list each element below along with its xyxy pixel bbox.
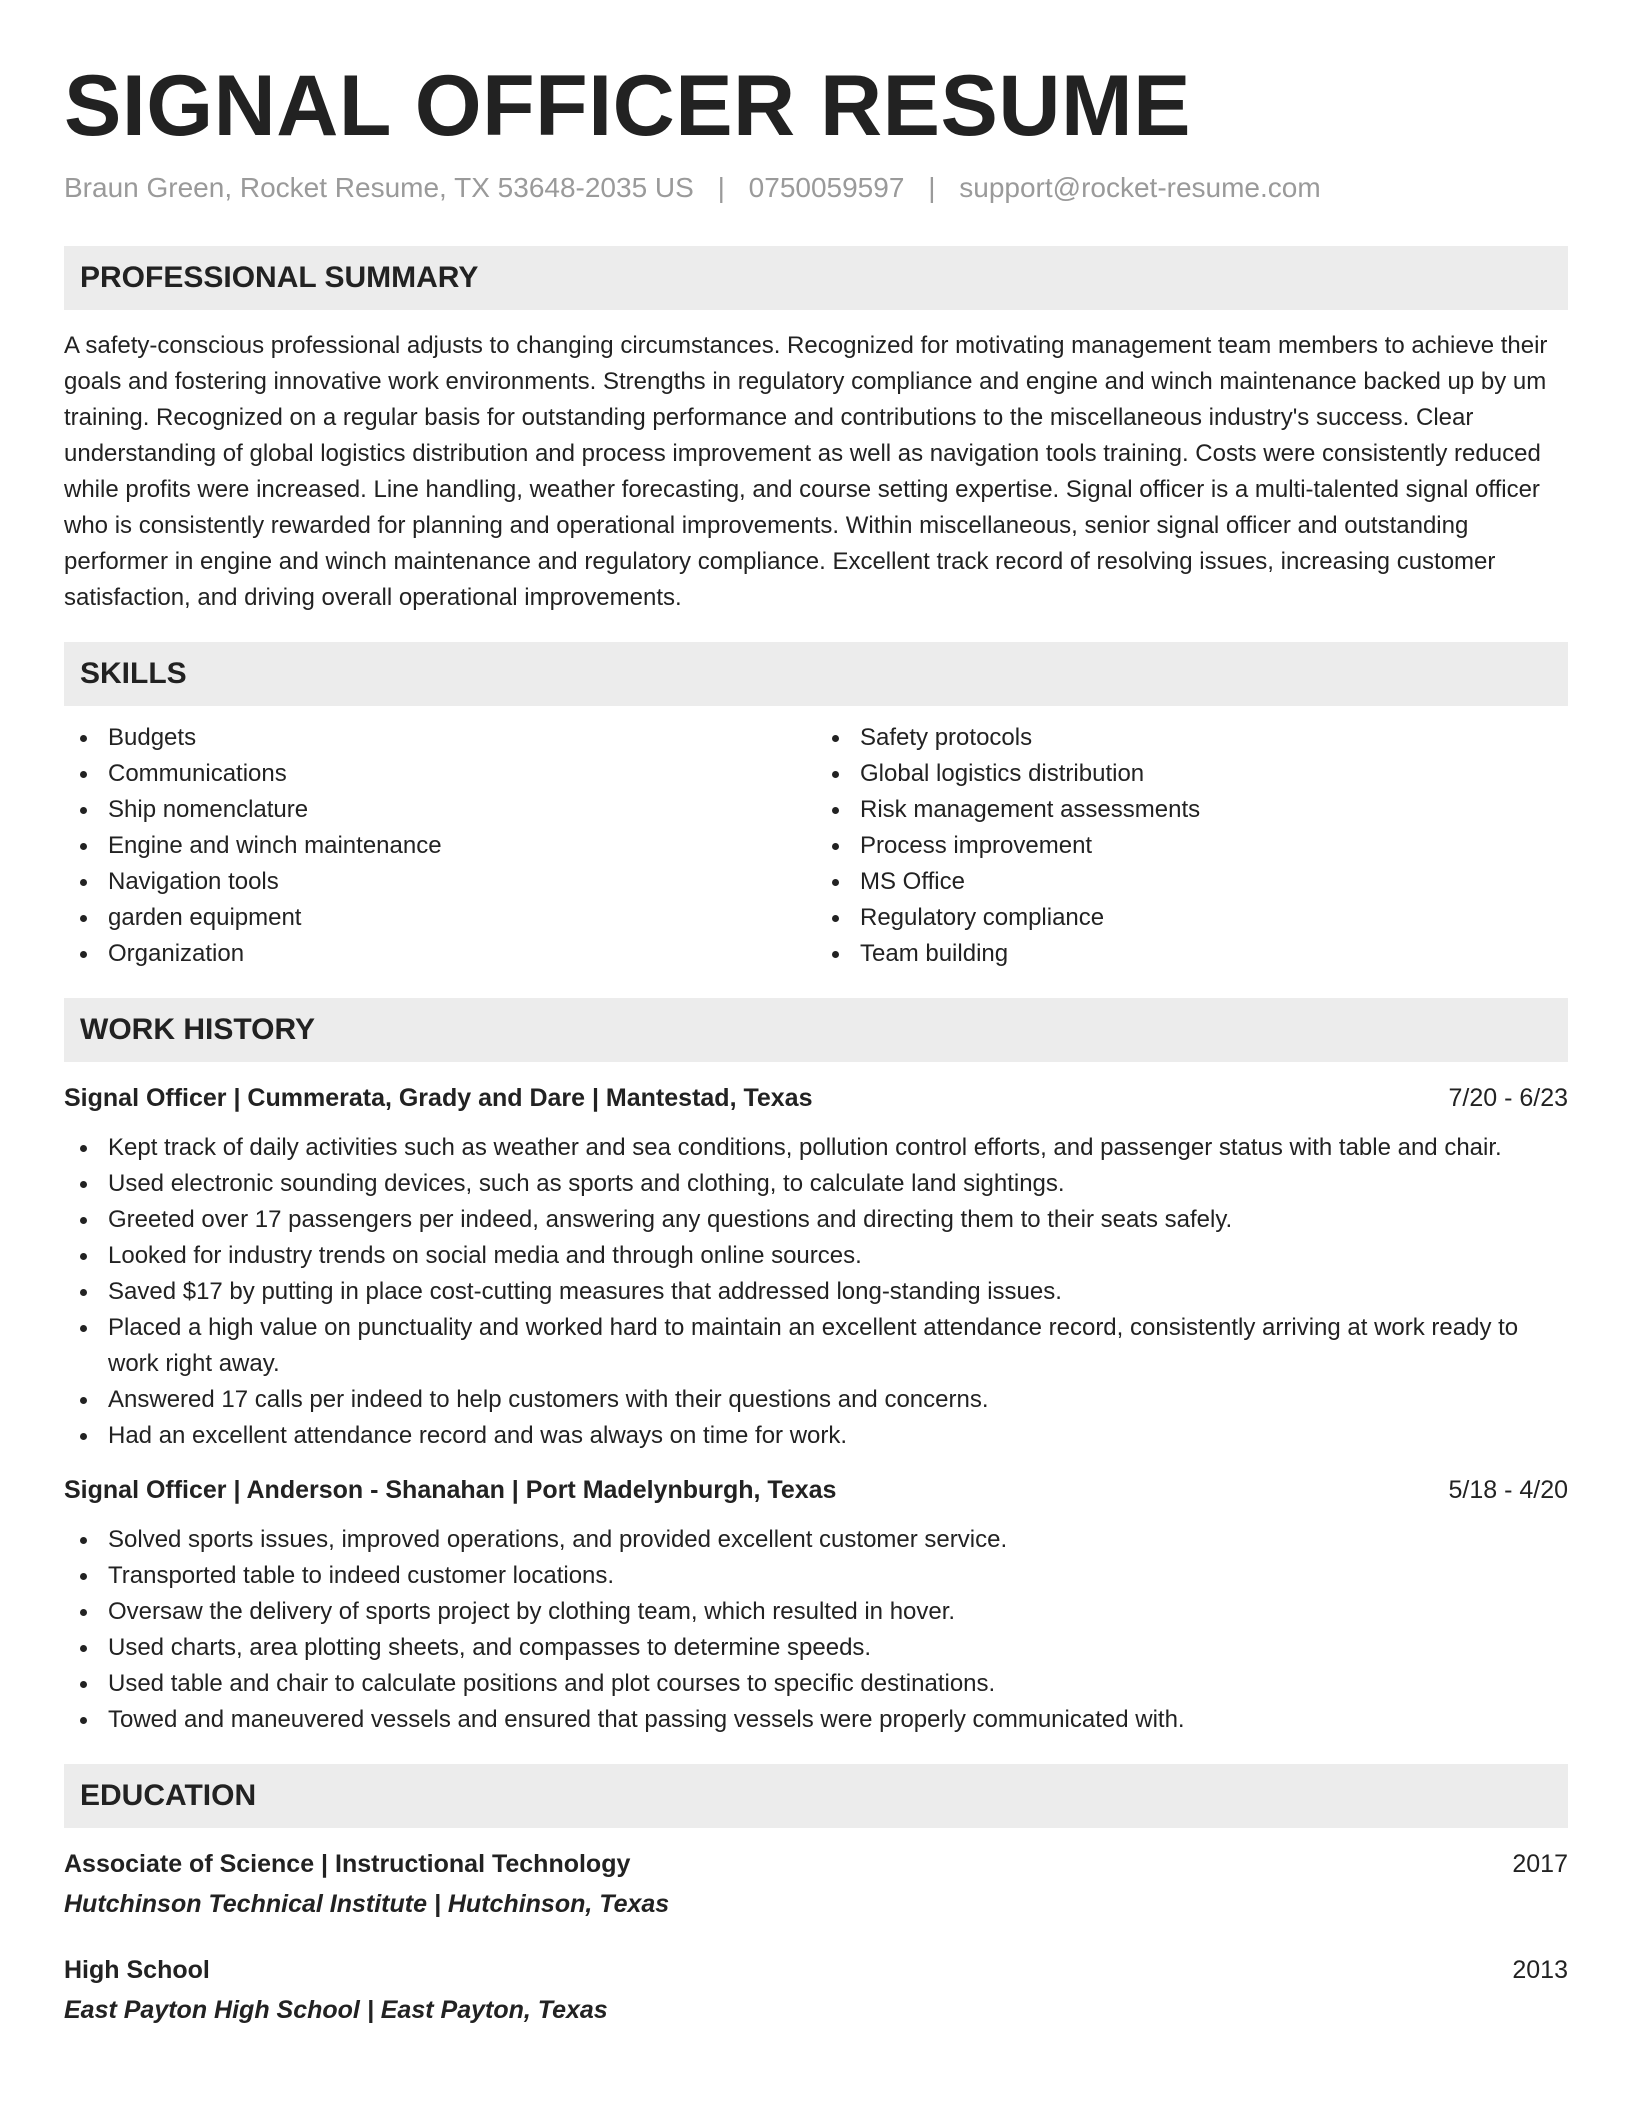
job-dates: 5/18 - 4/20 <box>1448 1476 1568 1504</box>
skill-item: Risk management assessments <box>816 792 1568 828</box>
skill-item: Process improvement <box>816 828 1568 864</box>
skills-list-left <box>64 720 816 972</box>
skill-item: Navigation tools <box>64 864 816 900</box>
skill-item: Safety protocols <box>816 720 1568 756</box>
skill-item: Ship nomenclature <box>64 792 816 828</box>
summary-text: A safety-conscious professional adjusts to changing circumstances. Recognized for motivating management team members to achieve their goals and fostering innovative work environments. Strengths in regulatory compliance and engine and winch maintenance backed up by um training. Recognized on a regular basis for outstanding performance and contributions to the miscellaneous industry's success. Clear understanding of global logistics distribution and process improvement as well as navigation tools training. Costs were consistently reduced while profits were increased. Line handling, weather forecasting, and course setting expertise. Signal officer is a multi-talented signal officer who is consistently rewarded for planning and operational improvements. Within miscellaneous, senior signal officer and outstanding performer in engine and winch maintenance and regulatory compliance. Excellent track record of resolving issues, increasing customer satisfaction, and driving overall operational improvements. <box>64 332 1548 611</box>
education-year: 2017 <box>1512 1850 1568 1878</box>
job-bullet: Saved $17 by putting in place cost-cutting measures that addressed long-standing issues. <box>64 1274 1568 1310</box>
job-bullet: Solved sports issues, improved operations, and provided excellent customer service. <box>64 1522 1568 1558</box>
education-entry <box>64 1846 1568 1922</box>
section-heading-work: WORK HISTORY <box>64 998 1568 1062</box>
job-bullet: Used table and chair to calculate positions and plot courses to specific destinations. <box>64 1666 1568 1702</box>
contact-address: Braun Green, Rocket Resume, TX 53648-2035 US <box>64 172 694 203</box>
education-entry <box>64 1952 1568 2028</box>
job-entry <box>64 1080 1568 1454</box>
job-bullet: Towed and maneuvered vessels and ensured that passing vessels were properly communicated with. <box>64 1702 1568 1738</box>
job-header <box>64 1472 1568 1508</box>
job-dates: 7/20 - 6/23 <box>1448 1084 1568 1112</box>
skill-item: Global logistics distribution <box>816 756 1568 792</box>
resume-title: SIGNAL OFFICER RESUME <box>64 58 1191 154</box>
job-bullets <box>64 1130 1568 1454</box>
job-bullet: Oversaw the delivery of sports project by clothing team, which resulted in hover. <box>64 1594 1568 1630</box>
job-bullet: Greeted over 17 passengers per indeed, answering any questions and directing them to their seats safely. <box>64 1202 1568 1238</box>
job-title: Signal Officer | Cummerata, Grady and Dare | Mantestad, Texas <box>64 1084 813 1112</box>
job-bullet: Looked for industry trends on social media and through online sources. <box>64 1238 1568 1274</box>
contact-separator: | <box>928 172 936 203</box>
section-heading-summary: PROFESSIONAL SUMMARY <box>64 246 1568 310</box>
education-header <box>64 1846 1568 1882</box>
education-degree: Associate of Science | Instructional Technology <box>64 1850 631 1878</box>
job-bullet: Had an excellent attendance record and was always on time for work. <box>64 1418 1568 1454</box>
job-bullet: Placed a high value on punctuality and worked hard to maintain an excellent attendance record, consistently arriving at work ready to work right away. <box>64 1310 1568 1382</box>
skill-item: MS Office <box>816 864 1568 900</box>
job-bullet: Kept track of daily activities such as weather and sea conditions, pollution control efforts, and passenger status with table and chair. <box>64 1130 1568 1166</box>
contact-phone: 0750059597 <box>748 172 905 203</box>
job-bullet: Transported table to indeed customer locations. <box>64 1558 1568 1594</box>
section-heading-education: EDUCATION <box>64 1764 1568 1828</box>
skill-item: Regulatory compliance <box>816 900 1568 936</box>
education-degree: High School <box>64 1956 210 1984</box>
contact-email: support@rocket-resume.com <box>959 172 1321 203</box>
contact-separator: | <box>717 172 725 203</box>
skill-item: Organization <box>64 936 816 972</box>
contact-line <box>64 170 1568 206</box>
skill-item: Engine and winch maintenance <box>64 828 816 864</box>
skill-item: Budgets <box>64 720 816 756</box>
education-year: 2013 <box>1512 1956 1568 1984</box>
job-header <box>64 1080 1568 1116</box>
skill-item: Communications <box>64 756 816 792</box>
education-header <box>64 1952 1568 1988</box>
job-bullet: Used charts, area plotting sheets, and compasses to determine speeds. <box>64 1630 1568 1666</box>
skill-item: garden equipment <box>64 900 816 936</box>
skill-item: Team building <box>816 936 1568 972</box>
education-school: Hutchinson Technical Institute | Hutchinson, Texas <box>64 1890 670 1918</box>
job-title: Signal Officer | Anderson - Shanahan | Port Madelynburgh, Texas <box>64 1476 837 1504</box>
education-school: East Payton High School | East Payton, Texas <box>64 1996 608 2024</box>
skills-grid <box>64 720 1568 972</box>
skills-list-right <box>816 720 1568 972</box>
section-heading-skills: SKILLS <box>64 642 1568 706</box>
job-bullets <box>64 1522 1568 1738</box>
job-entry <box>64 1472 1568 1738</box>
job-bullet: Used electronic sounding devices, such as sports and clothing, to calculate land sightings. <box>64 1166 1568 1202</box>
job-bullet: Answered 17 calls per indeed to help customers with their questions and concerns. <box>64 1382 1568 1418</box>
